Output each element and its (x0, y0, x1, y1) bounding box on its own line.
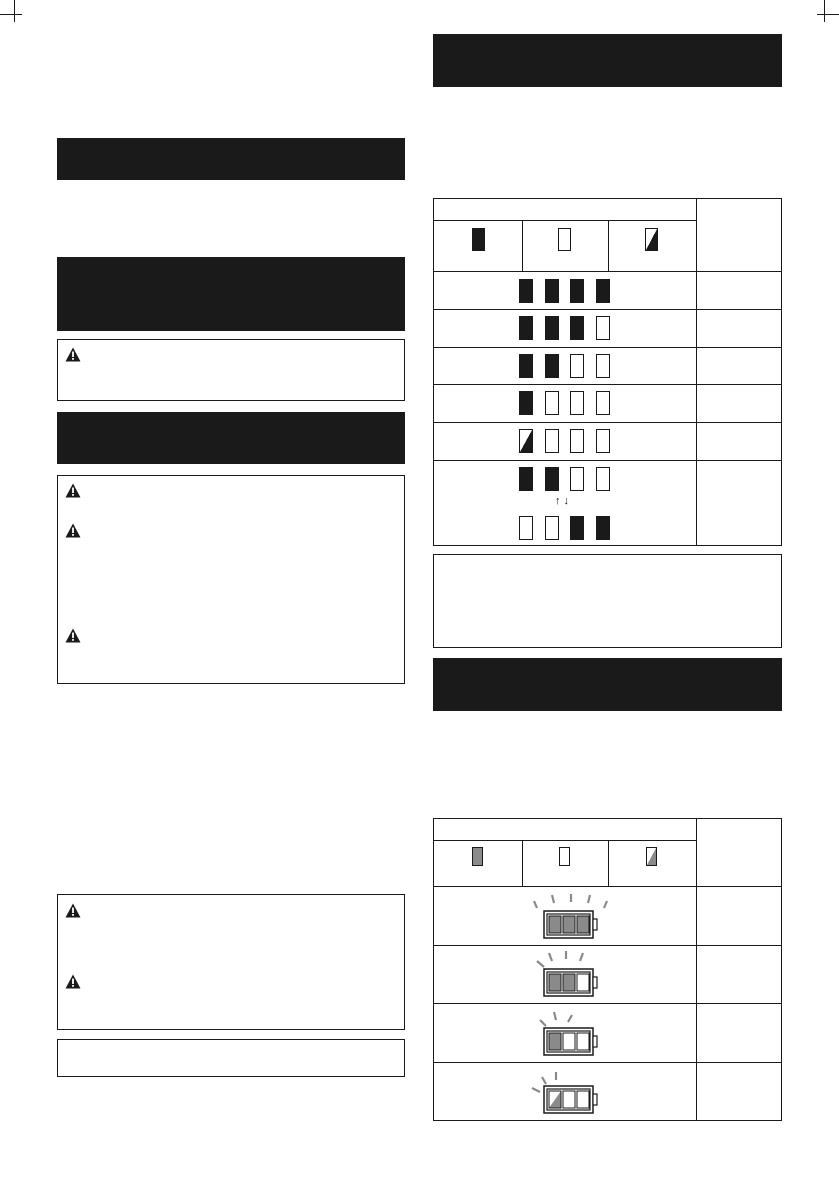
lamp-lit-legend-icon (472, 228, 485, 251)
battery-level-icon-full (524, 891, 614, 943)
lamp-segment (596, 429, 610, 453)
lamp-off-legend-icon (559, 847, 570, 866)
lamp-segment (519, 516, 533, 540)
caution-box-1 (57, 339, 405, 401)
lamp-segment (596, 516, 610, 540)
lamp-segment (596, 354, 610, 378)
lamp-segment (596, 279, 610, 303)
lamp-blinking-legend-icon (645, 228, 658, 251)
lamp-segment (570, 429, 584, 453)
lamp-segment (545, 429, 559, 453)
battery-level-icon-one-third (524, 1008, 614, 1060)
lamp-lit-legend-icon (472, 847, 483, 866)
lamp-segment (545, 467, 559, 491)
lamp-segment (570, 316, 584, 340)
lamp-segment (519, 391, 533, 415)
battery-level-icon-blinking (524, 1066, 614, 1118)
lamp-segment (570, 516, 584, 540)
lamp-segment (570, 391, 584, 415)
lamp-segment (596, 316, 610, 340)
battery-level-icon-two-thirds (524, 949, 614, 1001)
lamp-segment (570, 354, 584, 378)
warning-triangle-icon (65, 347, 81, 362)
lamp-segment (519, 429, 533, 453)
lamp-segment (596, 391, 610, 415)
warning-triangle-icon (65, 903, 81, 918)
section-heading-bar-right-top (433, 34, 782, 87)
lamp-segment (596, 467, 610, 491)
warning-triangle-icon (65, 628, 81, 643)
lamp-off-legend-icon (558, 228, 571, 251)
indicator-lamp-table-1 (433, 198, 782, 546)
lamp-segment (545, 316, 559, 340)
caution-box-3 (57, 894, 405, 1030)
lamp-segment (545, 391, 559, 415)
lamp-segment (545, 279, 559, 303)
indicator-lamp-table-2 (433, 818, 782, 1121)
note-box-right (433, 554, 782, 648)
alternating-arrows: ↑↓ (555, 495, 572, 507)
note-box-left (57, 1039, 405, 1077)
lamp-segment (570, 279, 584, 303)
lamp-segment (519, 316, 533, 340)
lamp-blinking-legend-icon (646, 847, 657, 866)
section-heading-bar-right-bottom (433, 658, 782, 711)
lamp-segment (519, 279, 533, 303)
lamp-segment (519, 467, 533, 491)
warning-triangle-icon (65, 974, 81, 989)
section-heading-bar-1 (57, 138, 405, 180)
lamp-segment (519, 354, 533, 378)
lamp-segment (545, 354, 559, 378)
section-heading-bar-3 (57, 412, 405, 464)
warning-triangle-icon (65, 483, 81, 498)
lamp-segment (545, 516, 559, 540)
lamp-segment (570, 467, 584, 491)
section-heading-bar-2 (57, 257, 405, 331)
caution-box-2 (57, 475, 405, 684)
warning-triangle-icon (65, 523, 81, 538)
